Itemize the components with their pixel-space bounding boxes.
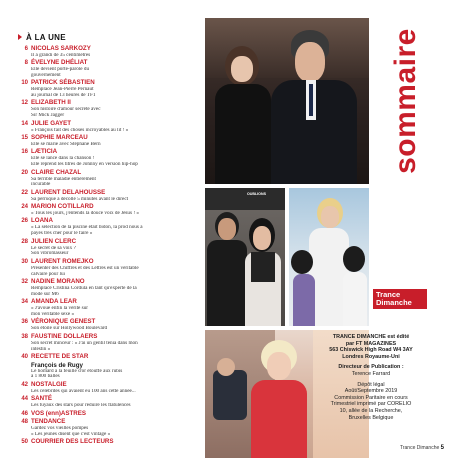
toc-description-line: Remplace Jean-Pierre Pernaut xyxy=(31,87,94,93)
table-of-contents xyxy=(18,32,196,452)
toc-page-number: 16 xyxy=(21,149,28,156)
toc-description-line: « La sélection de la piscine était bidon, la prod nous a xyxy=(31,225,143,231)
toc-entry xyxy=(18,332,196,352)
toc-description-line: Remplace Cristina Cordula en tant qu'experte de la xyxy=(31,286,137,292)
toc-page-number: 34 xyxy=(21,299,28,306)
toc-entry-title: CLAIRE CHAZAL xyxy=(31,168,82,176)
toc-entry xyxy=(18,277,196,297)
toc-entry xyxy=(18,361,196,380)
photo-sign-text: OUBLIONS xyxy=(247,192,266,196)
toc-description-line: Son histoire d'amour secrète avec xyxy=(31,107,101,113)
footer-magazine-name: Trance Dimanche xyxy=(399,445,440,451)
toc-page-number: 46 xyxy=(21,410,28,417)
toc-description-line: Les célébrités qui avaient eu 100 ans cette année... xyxy=(31,388,136,394)
toc-entry-title: VOS (enn)ASTRES xyxy=(31,409,87,417)
toc-entry-title: LOANA xyxy=(31,217,53,225)
toc-description-line: payés très cher pour le faire » xyxy=(31,231,93,237)
toc-entry xyxy=(18,318,196,332)
legal-line: Août/Septembre 2019 xyxy=(344,388,398,395)
toc-entry xyxy=(18,409,196,418)
toc-entry-description xyxy=(18,67,196,79)
toc-entry-title: NOSTALGIE xyxy=(31,380,67,388)
toc-description-line: Le secret de sa voix ? xyxy=(31,245,76,251)
toc-entry-title: François de Rugy xyxy=(31,361,83,369)
toc-entry-title: JULIE GAYET xyxy=(31,119,72,127)
toc-description-line: Son secret minceur : « J'ai un gentil ténia dans mon xyxy=(31,340,138,346)
toc-entry-description xyxy=(18,107,196,119)
toc-description-line: « J'avoue enfin la vérité sur xyxy=(31,306,88,312)
toc-header xyxy=(18,32,196,42)
toc-description-line: calvaire pour lui xyxy=(31,271,65,277)
toc-page-number: 30 xyxy=(21,258,28,265)
publisher-line: TRANCE DIMANCHE est édité xyxy=(332,334,410,340)
page-footer xyxy=(400,445,444,451)
toc-header-title: À LA UNE xyxy=(26,32,66,42)
toc-description-line: à 1 800 balles xyxy=(31,374,60,380)
toc-page-number: 28 xyxy=(21,238,28,245)
publisher-line: Londres Royaume-Uni xyxy=(342,353,400,360)
publication-credits xyxy=(296,334,446,421)
toc-page-number: 38 xyxy=(21,333,28,340)
director-name: Terence Farrard xyxy=(351,370,391,377)
toc-description-line: Elle se lance dans la chanson ! xyxy=(31,156,95,162)
toc-description-line: « François fait des choses incroyables au lit ! » xyxy=(31,127,129,133)
toc-entry xyxy=(18,418,196,438)
toc-entry-title: COURRIER DES LECTEURS xyxy=(31,438,114,446)
toc-page-number: 20 xyxy=(21,169,28,176)
toc-description-line: Elle se marie avec Stéphane Bern xyxy=(31,141,101,147)
toc-entry-title: ÉVELYNE DHÉLIAT xyxy=(31,58,88,66)
legal-line: Trimestriel imprimé par CORELIO xyxy=(330,401,412,408)
toc-entry xyxy=(18,257,196,277)
sommaire-title xyxy=(374,18,438,184)
toc-entry-description xyxy=(18,177,196,189)
toc-entry xyxy=(18,148,196,168)
toc-entry-description xyxy=(18,286,196,298)
toc-description-line: au journal de 13 heures de TF1 xyxy=(31,92,96,98)
toc-description-line: Elle reprend les titres de Johnny en version hip-hop xyxy=(31,162,138,168)
toc-entry xyxy=(18,58,196,78)
toc-entry-title: VÉRONIQUE GENEST xyxy=(31,318,96,326)
toc-page-number: 8 xyxy=(24,59,28,66)
toc-description-line: mon véritable sexe » xyxy=(31,312,75,318)
toc-entry-title: AMANDA LEAR xyxy=(31,298,77,306)
logo-line-2: Dimanche xyxy=(376,298,412,307)
toc-entry xyxy=(18,298,196,318)
toc-page-number: 14 xyxy=(21,120,28,127)
toc-page-number: 32 xyxy=(21,279,28,286)
toc-entry-title: PATRICK SÉBASTIEN xyxy=(31,79,95,87)
toc-page-number: 10 xyxy=(21,80,28,87)
toc-page-number: 40 xyxy=(21,354,28,360)
toc-description-line: Son vibromasseur xyxy=(31,251,69,257)
photo-family-group xyxy=(289,188,369,326)
toc-description-line: « Les jeunes disent que c'est vintage » xyxy=(31,431,111,437)
toc-description-line: Présenter des Chiffres et des Lettres est un véritable xyxy=(31,265,139,271)
toc-description-line: Sir Mick Jagger xyxy=(31,113,65,119)
toc-description-line: Il a grandi de 35 centimètres xyxy=(31,52,91,58)
toc-page-number: 42 xyxy=(21,381,28,388)
toc-entry-title: LÆTICIA xyxy=(31,148,58,156)
toc-entry xyxy=(18,133,196,147)
director-title: Directeur de Publication : xyxy=(338,364,404,371)
toc-entry-title: JULIEN CLERC xyxy=(31,237,77,245)
logo-line-1: Trance xyxy=(376,290,401,299)
toc-entry-title: NICOLAS SARKOZY xyxy=(31,44,91,52)
photo-couple-red-carpet xyxy=(205,18,369,184)
toc-description-line: incurable xyxy=(31,182,51,188)
toc-page-number: 22 xyxy=(21,189,28,196)
toc-description-line: Elle devient porte-parole du xyxy=(31,66,90,72)
toc-page-number: 15 xyxy=(21,134,28,141)
toc-entry-description xyxy=(18,266,196,278)
toc-entry xyxy=(18,203,196,217)
publisher-line: par FT MAGAZINES xyxy=(345,340,397,347)
toc-list xyxy=(18,44,196,446)
legal-line: Bruxelles Belgique xyxy=(348,414,394,421)
toc-entry-title: FAUSTINE DOLLAERS xyxy=(31,332,98,340)
toc-description-line: Gardez vos vieilles pompes xyxy=(31,426,89,432)
toc-entry xyxy=(18,44,196,58)
toc-description-line: Sa perruque a décollé 5 minutes avant le direct xyxy=(31,196,129,202)
trance-dimanche-logo xyxy=(373,289,427,309)
toc-entry-description xyxy=(18,225,196,237)
toc-entry-title: TENDANCE xyxy=(31,418,66,426)
toc-page-number: 44 xyxy=(21,396,28,403)
toc-page-number: 48 xyxy=(21,419,28,426)
toc-entry xyxy=(18,217,196,237)
toc-entry-title: ELIZABETH II xyxy=(31,99,71,107)
toc-entry xyxy=(18,99,196,119)
toc-description-line: gouvernement xyxy=(31,72,61,78)
toc-description-line: Son étoile sur Hollywood Boulevard xyxy=(31,326,108,332)
toc-entry-description xyxy=(18,341,196,353)
sommaire-label: sommaire xyxy=(389,28,422,174)
toc-entry xyxy=(18,352,196,361)
toc-page-number: 24 xyxy=(21,204,28,211)
toc-entry-description xyxy=(18,246,196,258)
toc-entry-description xyxy=(18,87,196,99)
toc-entry xyxy=(18,168,196,188)
toc-description-line: Les tuyaux des stars pour réduire les flatulences xyxy=(31,403,131,409)
legal-line: Dépôt légal xyxy=(357,381,385,388)
masthead xyxy=(372,248,442,334)
toc-entry-title: MARION COTILLARD xyxy=(31,203,94,211)
toc-description-line: Sa terrible maladie entièrement xyxy=(31,176,96,182)
toc-entry xyxy=(18,380,196,394)
toc-entry-description xyxy=(18,426,196,438)
publisher-line: 563 Chiswick High Road W4 3AY xyxy=(329,347,413,354)
toc-description-line: mode sur M6 xyxy=(31,291,59,297)
legal-line: Commission Paritaire en cours xyxy=(334,394,408,401)
toc-entry xyxy=(18,237,196,257)
toc-entry-title: LAURENT ROMEJKO xyxy=(31,257,94,265)
toc-entry-title: NADINE MORANO xyxy=(31,278,85,286)
footer-page-number: 5 xyxy=(440,445,444,451)
toc-entry xyxy=(18,119,196,133)
toc-entry-title: LAURENT DELAHOUSSE xyxy=(31,188,106,196)
toc-page-number: 26 xyxy=(21,218,28,225)
toc-page-number: 12 xyxy=(21,100,28,107)
toc-description-line: « Tous les jours, j'entends la douce voix de Jésus ! » xyxy=(31,211,139,217)
toc-page-number: 50 xyxy=(21,439,28,446)
toc-entry xyxy=(18,395,196,409)
legal-line: 10, allée de la Recherche, xyxy=(339,407,403,414)
toc-entry-description xyxy=(18,156,196,168)
toc-page-number: 36 xyxy=(21,319,28,326)
toc-entry-description xyxy=(18,369,196,381)
photo-couple-event xyxy=(205,188,285,326)
toc-description-line: Le homard à la feuille d'or étouffé aux rubis xyxy=(31,368,123,374)
toc-entry-title: RECETTE DE STAR xyxy=(31,353,89,360)
toc-description-line: intestin » xyxy=(31,346,51,352)
toc-entry xyxy=(18,79,196,99)
triangle-bullet-icon xyxy=(18,34,22,40)
toc-page-number: 6 xyxy=(24,45,28,52)
toc-entry-title: SOPHIE MARCEAU xyxy=(31,133,88,141)
toc-entry-description xyxy=(18,306,196,318)
toc-entry xyxy=(18,438,196,447)
toc-entry xyxy=(18,188,196,202)
toc-entry-title: SANTÉ xyxy=(31,395,52,403)
